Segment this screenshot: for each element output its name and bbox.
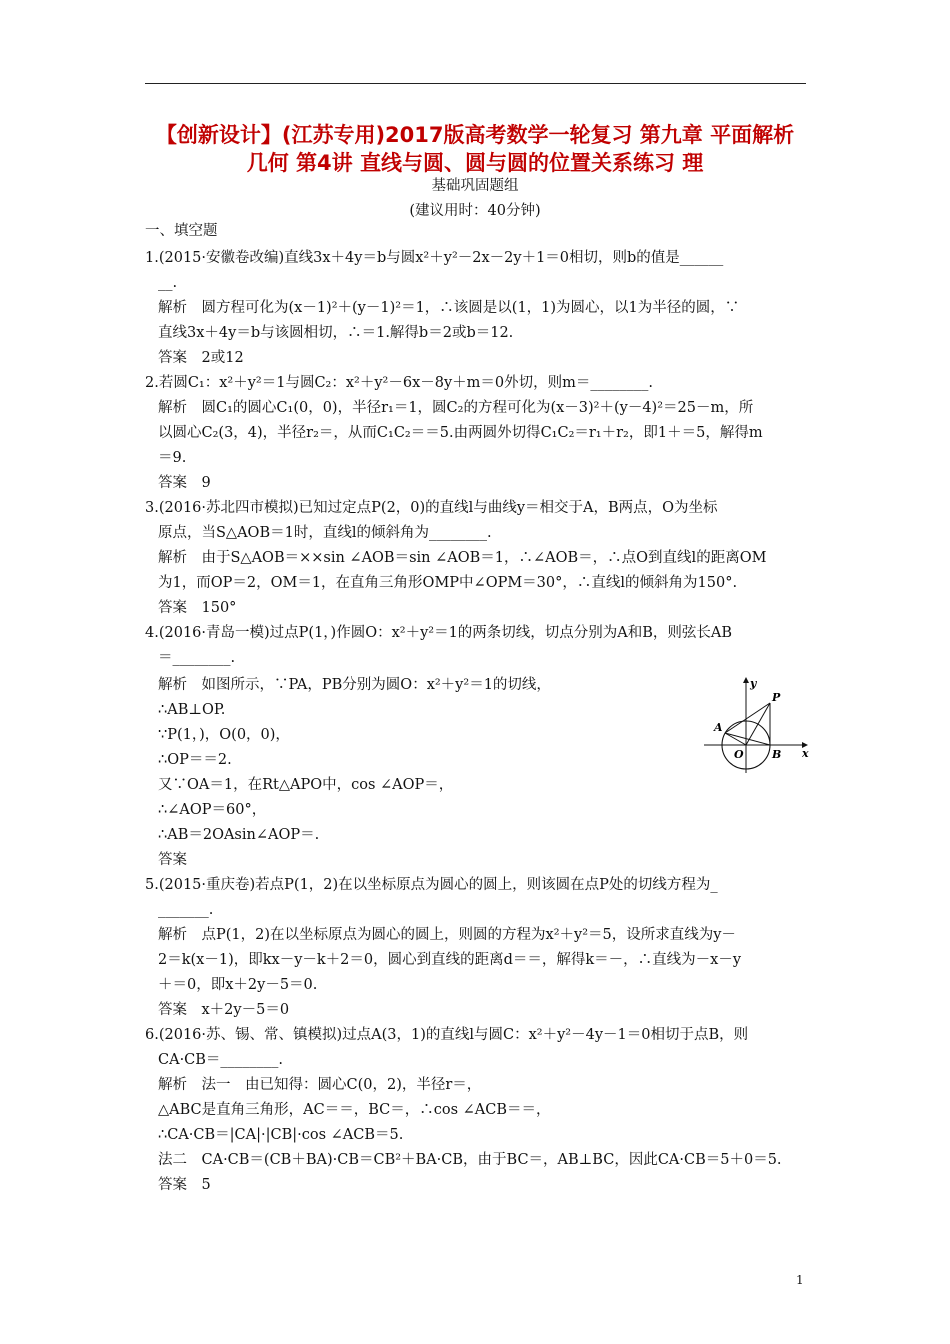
section-heading: 一、填空题 [145,223,218,239]
doc-title-line-2: 几何 第4讲 直线与圆、圆与圆的位置关系练习 理 [246,151,704,175]
problem-4-solution-6: ∴∠AOP＝60°， [158,802,267,818]
problem-6-solution: 解析 法一 由已知得：圆心C(0，2)，半径r＝， [158,1077,482,1093]
label-x: x [802,747,809,760]
problem-3-answer: 答案 150° [158,600,237,616]
label-b: B [772,748,782,761]
problem-6-question: 6.(2016·苏、锡、常、镇模拟)过点A(3，1)的直线l与圆C：x²＋y²－4y－1＝0相切于点B，则 [145,1027,749,1043]
problem-4-solution-7: ∴AB＝2OAsin∠AOP＝. [158,827,320,843]
problem-5-answer: 答案 x＋2y－5＝0 [158,1002,290,1018]
tangent-circle-diagram [700,675,812,775]
problem-2-solution-end: ＝9. [158,450,187,466]
problem-5-solution-end: ＋＝0，即x＋2y－5＝0. [158,977,318,993]
problem-6-question-cont: CA·CB＝________. [158,1052,284,1068]
problem-5-question-cont: _______. [158,902,214,918]
problem-3-solution: 解析 由于S△AOB＝××sin ∠AOB＝sin ∠AOB＝1，∴∠AOB＝，∴点O到直线l的距离OM [158,550,767,566]
problem-1-solution-cont: 直线3x＋4y＝b与该圆相切，∴＝1.解得b＝2或b＝12. [158,325,514,341]
problem-5-question: 5.(2015·重庆卷)若点P(1，2)在以坐标原点为圆心的圆上，则该圆在点P处的切线方程为_ [145,877,718,893]
y-axis-arrow [743,677,749,683]
problem-1-question-cont: __. [158,275,178,291]
section-subtitle: 基础巩固题组 [431,178,519,194]
label-p: P [772,691,781,704]
problem-4-solution-4: ∴OP＝＝2. [158,752,232,768]
problem-3-question: 3.(2016·苏北四市模拟)已知过定点P(2，0)的直线l与曲线y＝相交于A，B两点，O为坐标 [145,500,718,516]
problem-1-question: 1.(2015·安徽卷改编)直线3x＋4y＝b与圆x²＋y²－2x－2y＋1＝0相切，则b的值是______ [145,250,724,266]
problem-4-solution-2: ∴AB⊥OP. [158,702,226,718]
problem-3-question-cont: 原点，当S△AOB＝1时，直线l的倾斜角为________. [158,525,492,541]
page-number: 1 [796,1273,804,1287]
doc-title-line-1: 【创新设计】(江苏专用)2017版高考数学一轮复习 第九章 平面解析 [155,123,795,147]
problem-2-answer: 答案 9 [158,475,211,491]
problem-5-solution-cont: 2＝k(x－1)，即kx－y－k＋2＝0，圆心到直线的距离d＝＝，解得k＝－，∴直线为－x－y [158,952,742,968]
segment-oa [725,733,746,745]
header-rule [145,83,806,84]
problem-6-answer: 答案 5 [158,1177,211,1193]
label-a: A [714,721,723,734]
problem-3-solution-cont: 为1，而OP＝2，OM＝1，在直角三角形OMP中∠OPM＝30°，∴直线l的倾斜角为150°. [158,575,738,591]
problem-4-solution-5: 又∵OA＝1，在Rt△APO中，cos ∠AOP＝， [158,777,454,793]
problem-6-solution-4: 法二 CA·CB＝(CB＋BA)·CB＝CB²＋BA·CB，由于BC＝，AB⊥BC，因此CA·CB＝5＋0＝5. [158,1152,782,1168]
problem-4-solution: 解析 如图所示，∵PA，PB分别为圆O：x²＋y²＝1的切线， [158,677,551,693]
tangent-circle-figure [700,675,812,775]
segment-op [746,703,770,745]
label-o: O [734,748,744,761]
time-note: (建议用时：40分钟) [409,203,541,219]
problem-2-solution: 解析 圆C₁的圆心C₁(0，0)，半径r₁＝1，圆C₂的方程可化为(x－3)²＋(y－4)²＝25－m，所 [158,400,754,416]
label-y: y [750,677,757,690]
problem-1-answer: 答案 2或12 [158,350,244,366]
problem-4-question-cont: ＝________. [158,650,236,666]
problem-2-question: 2.若圆C₁：x²＋y²＝1与圆C₂：x²＋y²－6x－8y＋m＝0外切，则m＝________. [145,375,654,391]
problem-1-solution: 解析 圆方程可化为(x－1)²＋(y－1)²＝1，∴该圆是以(1，1)为圆心，以1为半径的圆，∵ [158,300,740,316]
problem-4-question: 4.(2016·青岛一模)过点P(1，)作圆O：x²＋y²＝1的两条切线，切点分别为A和B，则弦长AB [145,625,733,641]
problem-2-solution-cont: 以圆心C₂(3，4)，半径r₂＝，从而C₁C₂＝＝5.由两圆外切得C₁C₂＝r₁＋r₂，即1＋＝5，解得m [158,425,763,441]
problem-6-solution-2: △ABC是直角三角形，AC＝＝，BC＝，∴cos ∠ACB＝＝， [158,1102,551,1118]
problem-6-solution-3: ∴CA·CB＝|CA|·|CB|·cos ∠ACB＝5. [158,1127,404,1143]
problem-4-solution-3: ∵P(1，)，O(0，0)， [158,727,290,743]
problem-5-solution: 解析 点P(1，2)在以坐标原点为圆心的圆上，则圆的方程为x²＋y²＝5，设所求直线为y－ [158,927,736,943]
problem-4-answer: 答案 [158,852,187,868]
